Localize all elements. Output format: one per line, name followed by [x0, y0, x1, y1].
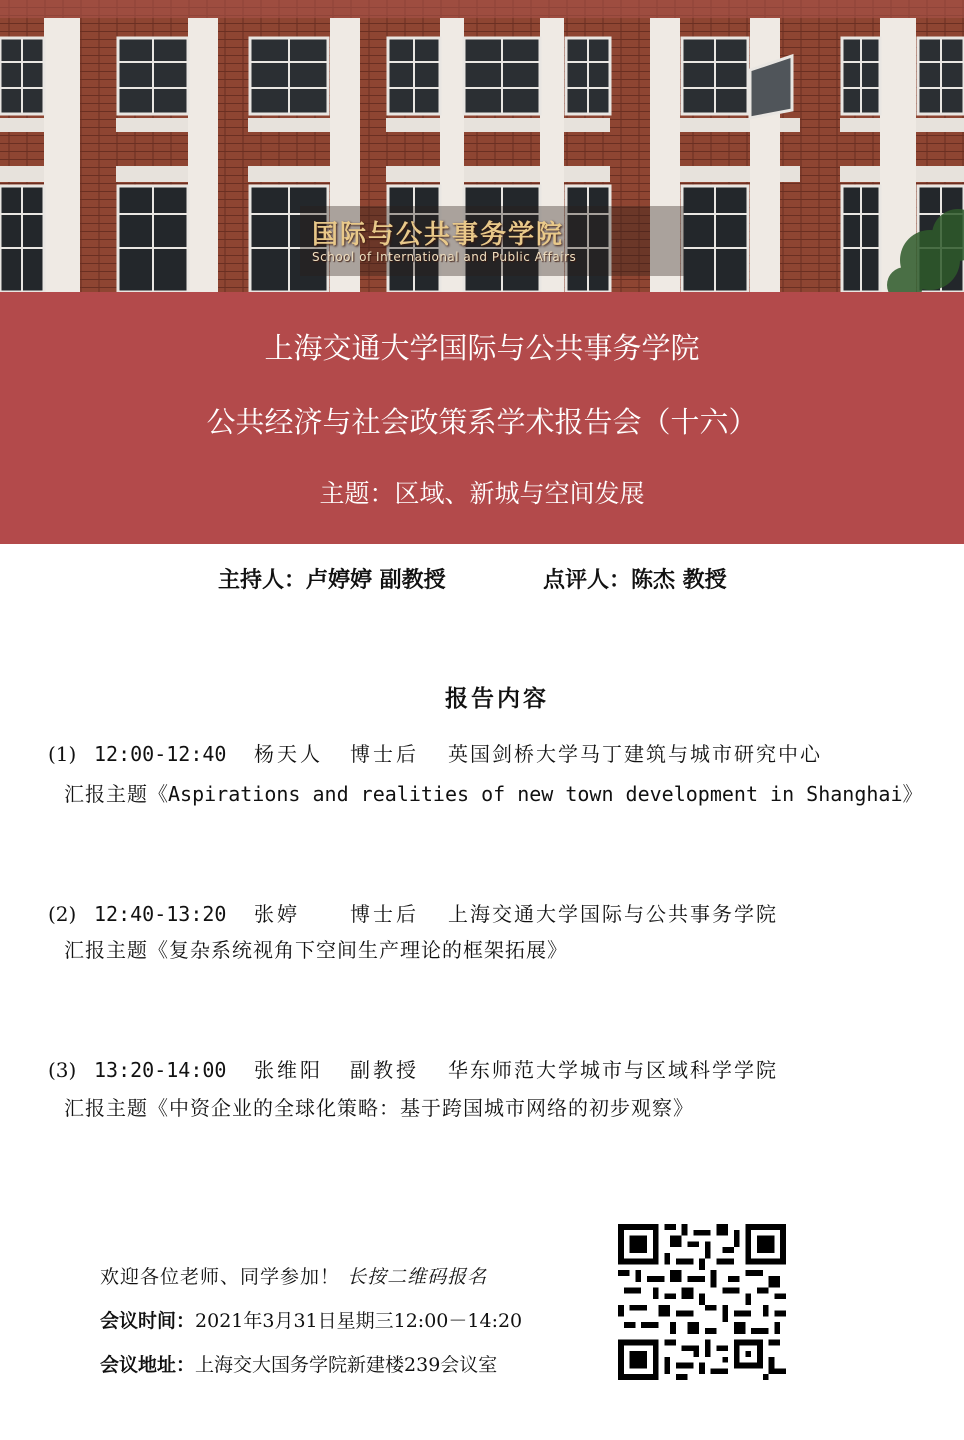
header-photo [0, 0, 964, 292]
address-value: 上海交大国务学院新建楼239会议室 [195, 1354, 498, 1376]
talk-time: 13:20-14:00 [94, 1058, 227, 1082]
address-label: 会议地址： [100, 1354, 196, 1376]
reviewer: 点评人：陈杰 教授 [543, 568, 727, 593]
speaker-title: 副教授 [350, 1058, 419, 1082]
title-banner [0, 292, 964, 544]
time-label: 会议时间： [100, 1310, 196, 1332]
speaker-name: 杨天人 [254, 742, 323, 766]
school-name: 上海交通大学国际与公共事务学院 [264, 331, 700, 365]
talk-topic: 《Aspirations and realities of new town development in Shanghai》 [148, 782, 923, 806]
talk-info [48, 1054, 778, 1083]
meeting-address [100, 1350, 497, 1377]
topic-prefix: 汇报主题 [64, 782, 148, 806]
welcome-text: 欢迎各位老师、同学参加！ [100, 1266, 341, 1288]
topic-prefix: 汇报主题 [64, 938, 148, 962]
talk-time: 12:40-13:20 [94, 902, 227, 926]
talk-topic: 《中资企业的全球化策略：基于跨国城市网络的初步观察》 [148, 1096, 694, 1120]
talk-number: (2) [48, 902, 77, 926]
host-line [0, 563, 964, 595]
meeting-time [100, 1306, 522, 1333]
speaker-name: 张维阳 [254, 1058, 323, 1082]
speaker-title: 博士后 [350, 902, 419, 926]
speaker-institution: 上海交通大学国际与公共事务学院 [448, 902, 778, 926]
speaker-institution: 英国剑桥大学马丁建筑与城市研究中心 [448, 742, 822, 766]
host: 主持人：卢婷婷 副教授 [218, 568, 446, 593]
welcome-line [100, 1262, 487, 1289]
topic-prefix: 汇报主题 [64, 1096, 148, 1120]
speaker-name: 张婷 [254, 902, 300, 926]
talk-topic-line [64, 1092, 694, 1121]
event-title: 公共经济与社会政策系学术报告会（十六） [206, 405, 758, 439]
registration-qr-code[interactable] [618, 1224, 786, 1380]
sign-english: School of International and Public Affairs [312, 250, 577, 264]
talk-number: (1) [48, 742, 77, 766]
qr-code-icon [618, 1224, 786, 1380]
talk-number: (3) [48, 1058, 77, 1082]
talk-info [48, 738, 822, 767]
talk-time: 12:00-12:40 [94, 742, 227, 766]
talk-topic: 《复杂系统视角下空间生产理论的框架拓展》 [148, 938, 568, 962]
speaker-institution: 华东师范大学城市与区域科学学院 [448, 1058, 778, 1082]
section-title: 报告内容 [445, 685, 549, 712]
speaker-title: 博士后 [350, 742, 419, 766]
sign-chinese: 国际与公共事务学院 [312, 220, 565, 250]
event-theme: 主题：区域、新城与空间发展 [319, 479, 645, 508]
talk-topic-line [64, 778, 923, 807]
time-value: 2021年3月31日星期三12:00－14:20 [195, 1310, 523, 1332]
talk-topic-line [64, 934, 568, 963]
register-hint: 长按二维码报名 [347, 1266, 488, 1288]
talk-info [48, 898, 778, 927]
